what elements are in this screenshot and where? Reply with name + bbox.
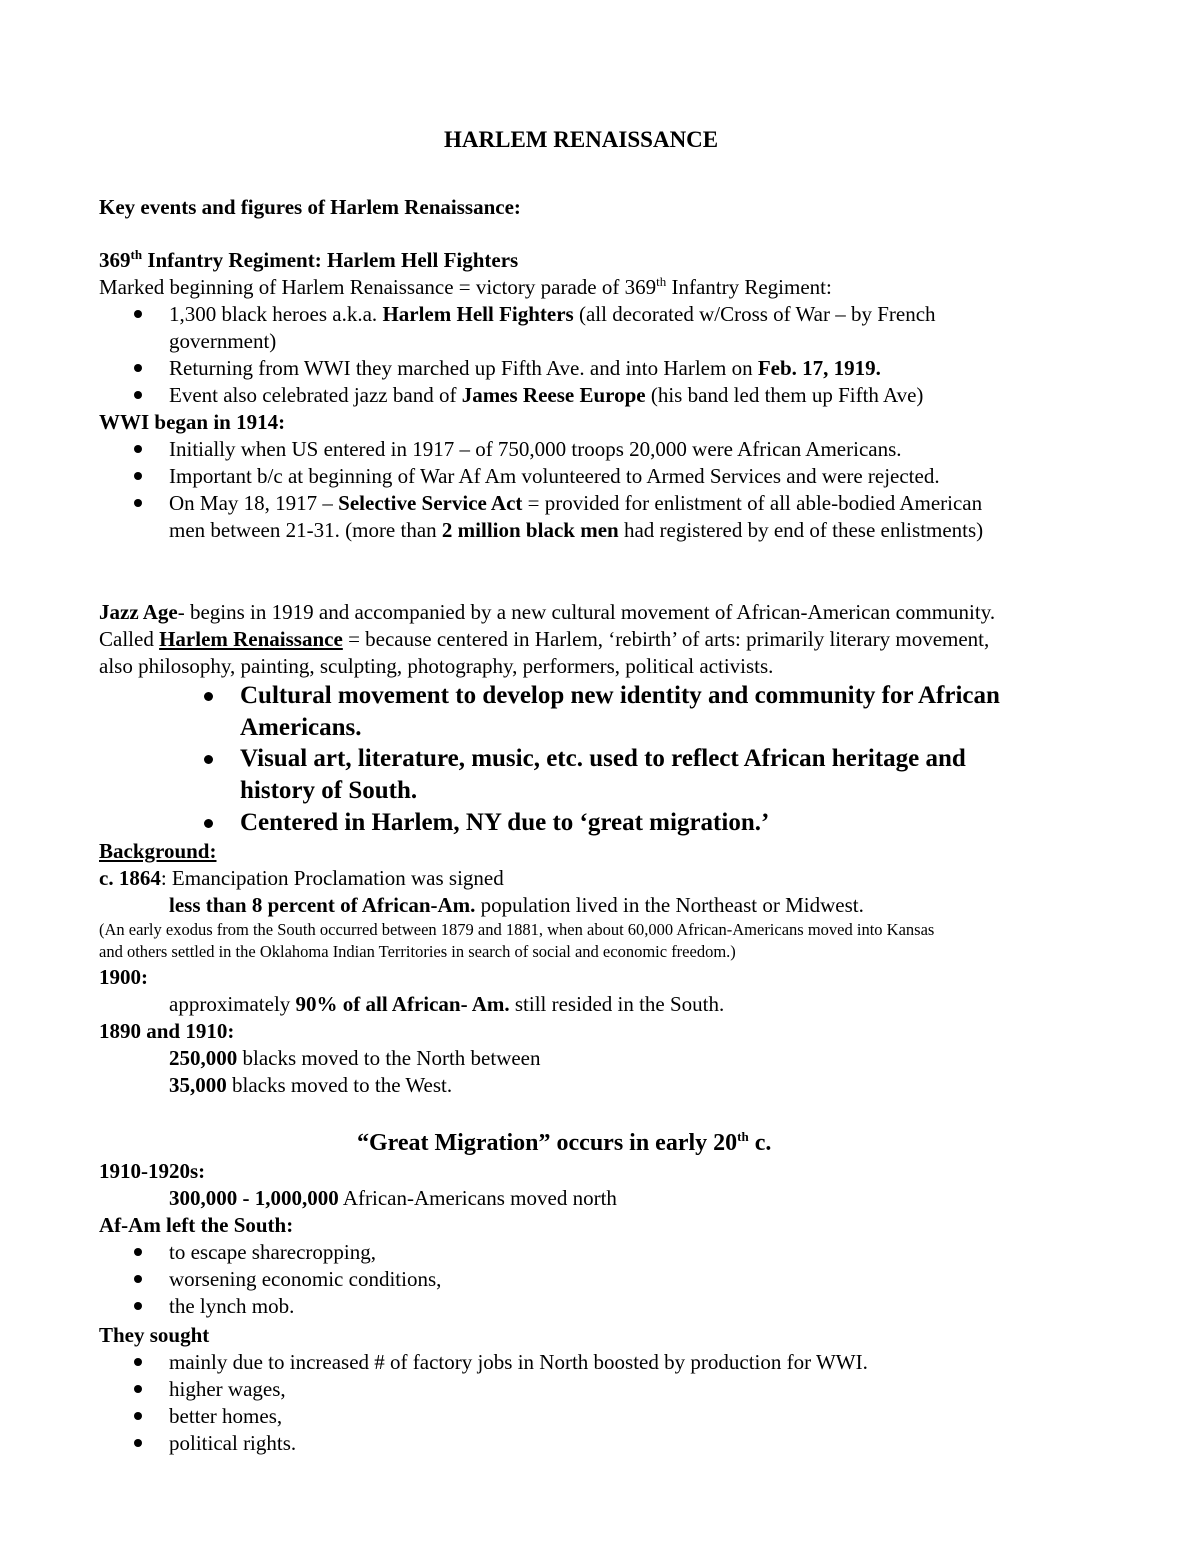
list-item-continuation: Americans.	[240, 714, 362, 741]
list-item: worsening economic conditions,	[169, 1267, 442, 1291]
background-heading: Background:	[99, 839, 217, 863]
list-item: to escape sharecropping,	[169, 1240, 376, 1264]
bullet-icon	[134, 1358, 142, 1366]
bullet-icon	[134, 1385, 142, 1393]
bullet-icon	[204, 755, 213, 764]
exodus-note: (An early exodus from the South occurred between 1879 and 1881, when about 60,000 African-Americans moved into Kansas	[99, 920, 935, 939]
list-item: better homes,	[169, 1404, 283, 1428]
bullet-icon	[134, 1275, 142, 1283]
years-1890-1910-heading: 1890 and 1910:	[99, 1019, 235, 1043]
page-title: HARLEM RENAISSANCE	[444, 127, 719, 152]
bullet-icon	[134, 364, 142, 372]
list-item: On May 18, 1917 – Selective Service Act = provided for enlistment of all able-bodied American	[169, 491, 983, 515]
regiment-intro-line: Marked beginning of Harlem Renaissance = victory parade of 369th Infantry Regiment:	[99, 274, 832, 299]
list-item: mainly due to increased # of factory jobs in North boosted by production for WWI.	[169, 1350, 868, 1374]
bullet-icon	[134, 499, 142, 507]
bullet-icon	[134, 445, 142, 453]
list-item: 1,300 black heroes a.k.a. Harlem Hell Fighters (all decorated w/Cross of War – by French	[169, 302, 936, 326]
west-move-line: 35,000 blacks moved to the West.	[169, 1073, 453, 1097]
list-item: Returning from WWI they marched up Fifth Ave. and into Harlem on Feb. 17, 1919.	[169, 356, 881, 380]
list-item: Important b/c at beginning of War Af Am volunteered to Armed Services and were rejected.	[169, 464, 940, 488]
bullet-icon	[134, 1248, 142, 1256]
bullet-icon	[134, 1439, 142, 1447]
bullet-icon	[134, 472, 142, 480]
list-item: Event also celebrated jazz band of James Reese Europe (his band led them up Fifth Ave)	[169, 383, 924, 407]
jazz-age-line: Jazz Age- begins in 1919 and accompanied by a new cultural movement of African-American community.	[99, 600, 996, 624]
population-line: less than 8 percent of African-Am. population lived in the Northeast or Midwest.	[169, 893, 864, 917]
bullet-icon	[204, 692, 213, 701]
bullet-icon	[134, 1302, 142, 1310]
list-item: Centered in Harlem, NY due to ‘great migration.’	[240, 809, 770, 836]
bullet-icon	[134, 310, 142, 318]
list-item: the lynch mob.	[169, 1294, 295, 1318]
left-south-heading: Af-Am left the South:	[99, 1213, 294, 1237]
c1864-line: c. 1864: Emancipation Proclamation was signed	[99, 866, 504, 890]
list-item: higher wages,	[169, 1377, 286, 1401]
north-move-line: 250,000 blacks moved to the North between	[169, 1046, 541, 1070]
bullet-icon	[134, 391, 142, 399]
exodus-note: and others settled in the Oklahoma Indian Territories in search of social and economic freedom.)	[99, 942, 736, 961]
list-item: political rights.	[169, 1431, 297, 1455]
bullet-icon	[134, 1412, 142, 1420]
bullet-icon	[204, 819, 213, 828]
period-heading: 1910-1920s:	[99, 1159, 206, 1183]
list-item: Initially when US entered in 1917 – of 750,000 troops 20,000 were African Americans.	[169, 437, 902, 461]
list-item: Visual art, literature, music, etc. used to reflect African heritage and	[240, 745, 966, 772]
jazz-age-line: Called Harlem Renaissance = because centered in Harlem, ‘rebirth’ of arts: primarily literary movement,	[99, 627, 990, 651]
south-residence-line: approximately 90% of all African- Am. still resided in the South.	[169, 992, 725, 1016]
they-sought-heading: They sought	[99, 1323, 210, 1347]
list-item-continuation: men between 21-31. (more than 2 million black men had registered by end of these enlistments)	[169, 518, 984, 542]
great-migration-heading: “Great Migration” occurs in early 20th c.	[357, 1129, 772, 1156]
jazz-age-line: also philosophy, painting, sculpting, photography, performers, political activists.	[99, 654, 774, 678]
list-item: Cultural movement to develop new identity and community for African	[240, 682, 1000, 709]
regiment-heading: 369th Infantry Regiment: Harlem Hell Fighters	[99, 247, 519, 272]
year-1900-heading: 1900:	[99, 965, 148, 989]
moved-north-line: 300,000 - 1,000,000 African-Americans moved north	[169, 1186, 617, 1210]
list-item-continuation: government)	[169, 329, 277, 353]
list-item-continuation: history of South.	[240, 777, 418, 804]
wwi-heading: WWI began in 1914:	[99, 410, 286, 434]
intro-heading: Key events and figures of Harlem Renaissance:	[99, 195, 521, 219]
